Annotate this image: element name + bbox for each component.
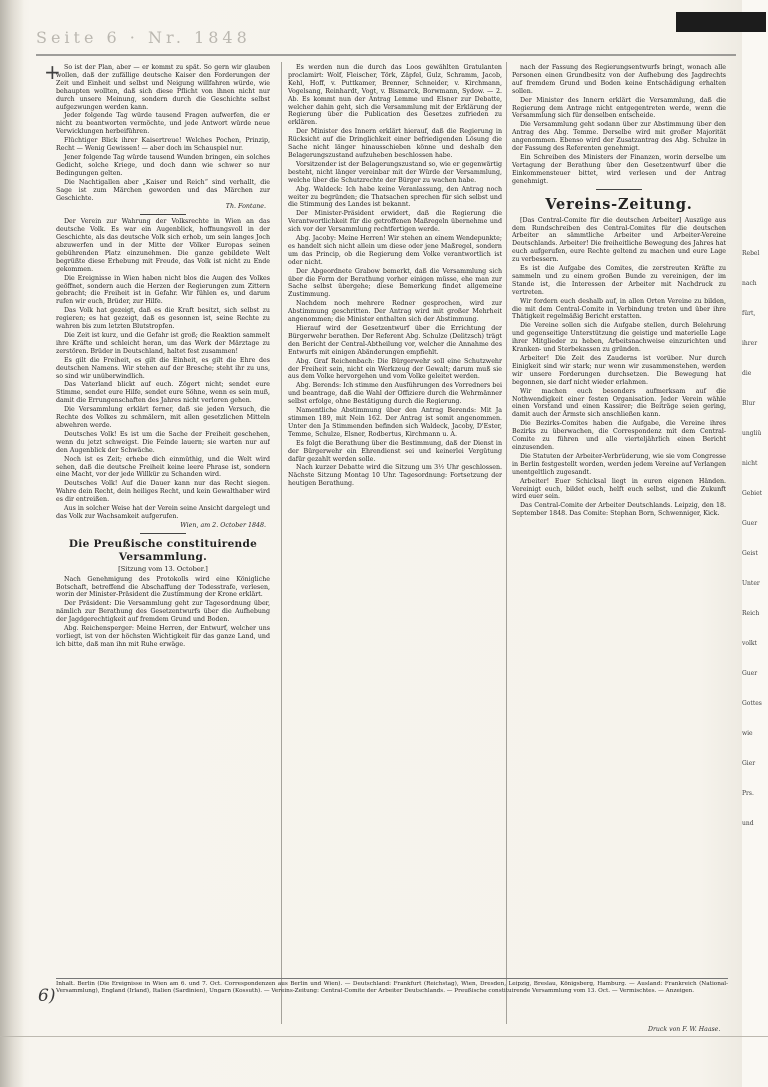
prussian-assembly-headline: Die Preußische constituirende Versammlung. [68,537,258,563]
article-paragraph: Das Central-Comite der Arbeiter Deutschlands. Leipzig, den 18. September 1848. Das Comite: Stephan Born, Schwenniger, Kick. [512,502,726,518]
article-paragraph: Der Präsident: Die Versammlung geht zur Tagesordnung über, nämlich zur Berathung des Gesetzentwurfs über die Aufhebung der Jagdgerechtigkeit auf fremdem Grund und Boden. [56,600,270,624]
poem-stanza: Flüchtiger Blick ihrer Kaisertreue! Welches Pochen, Prinzip, Recht — Wenig Gewissen! — aber doch im Schauspiel nur. [56,137,270,153]
article-paragraph: Die Versammlung geht sodann über zur Abstimmung über den Antrag des Abg. Temme. Derselbe wird mit großer Majorität angenommen. Ebenso wird der Zusatzantrag des Abg. Schulze in der Fassung des Referenten genehmigt. [512,121,726,153]
article-paragraph: Wir machen euch besonders aufmerksam auf die Nothwendigkeit einer festen Organisation. Jeder Verein wähle einen Vorstand und einen Kassirer; die Beiträge seien gering, damit auch der Ärmste sich anschließen kann. [512,387,726,419]
article-paragraph: Arbeiter! Die Zeit des Zauderns ist vorüber. Nur durch Einigkeit sind wir stark; nur wenn wir zusammenstehen, werden wir unsere Forderungen durchsetzen. Die Bewegung hat begonnen, sie darf nicht wieder erlahmen. [512,355,726,386]
adjacent-page-word: und [742,820,754,827]
article-paragraph: Die Vereine sollen sich die Aufgabe stellen, durch Belehrung und gegenseitige Unterstützung die geistige und materielle Lage ihrer Mitglieder zu heben, Arbeitsnachweise einzurichten und Kranken- und Sterbekassen zu gründen. [512,322,726,354]
adjacent-page-word: fürt, [742,310,756,317]
adjacent-page-word: nach [742,280,757,287]
article-paragraph: Abg. Berends: Ich stimme den Ausführungen des Vorredners bei und beantrage, daß die Wahl der Offiziere durch die Wehrmänner selbst erfolge, ohne Bestätigung durch die Regierung. [288,382,502,406]
article-paragraph: Ein Schreiben des Ministers der Finanzen, worin derselbe um Vertagung der Berathung über den Gesetzentwurf über die Einkommensteuer bittet, wird verlesen und der Antrag genehmigt. [512,153,726,185]
poem-stanza: Die Nachtigallen aber „Kaiser und Reich“ sind verhallt, die Sage ist zum Märchen geworden und das Märchen zur Geschichte. [56,178,270,202]
article-paragraph: Der Minister des Innern erklärt hierauf, daß die Regierung in Rücksicht auf die Dringlichkeit einer befriedigenden Lösung die Sache nicht länger hinausschieben könne und deshalb den Belagerungszustand aufzuheben beschlossen habe. [288,128,502,159]
article-paragraph: Die Zeit ist kurz, und die Gefahr ist groß; die Reaktion sammelt ihre Kräfte und schleicht heran, um das Werk der Märztage zu zerstören. Brüder in Deutschland, haltet fest zusammen! [56,332,270,355]
adjacent-page-word: Gottes [742,700,762,707]
table-of-contents-footer: Inhalt. Berlin (Die Ereignisse in Wien am 6. und 7. Oct. Correspondenzen aus Berlin und Wien). — Deutschland: Frankfurt (Reichstag), Wien, Dresden, Leipzig, Breslau, Königsberg, Hamburg. — Ausland: Frankreich (National-Versammlung), England (Irland), Italien (Sardinien), Ungarn (Kossuth). — Vereins-Zeitung: Central-Comite der Arbeiter Deutschlands. — Preußische constituirende Versammlung vom 13. Oct. — Vermischtes. — Anzeigen. [56,978,728,995]
article-paragraph: Wir fordern euch deshalb auf, in allen Orten Vereine zu bilden, die mit dem Central-Comite in Verbindung treten und über ihre Thätigkeit regelmäßig Bericht erstatten. [512,297,726,321]
article-paragraph: Das Volk hat gezeigt, daß es die Kraft besitzt, sich selbst zu regieren; es hat gezeigt, daß es gesonnen ist, seine Rechte zu wahren bis zum letzten Blutstropfen. [56,307,270,331]
article-paragraph: Die Ereignisse in Wien haben nicht blos die Augen des Volkes geöffnet, sondern auch die Herzen der Regierungen zum Zittern gebracht; die Freiheit ist in Gefahr. Wir fühlen es, und darum rufen wir euch, Brüder, zur Hilfe. [56,274,270,306]
adjacent-page-word: ungliü [742,430,762,437]
printer-imprint: Druck von F. W. Haase. [648,1026,721,1033]
adjacent-page-word: Blur [742,400,756,407]
column-left [56,64,270,1024]
article-paragraph: Nach Genehmigung des Protokolls wird eine Königliche Botschaft, betreffend die Abschaffung der Todesstrafe, verlesen, worin der Minister-Präsident die Zustimmung der Krone erklärt. [56,575,270,599]
column-middle [288,64,502,1024]
adjacent-page-word: ihrer [742,340,758,347]
article-paragraph: Deutsches Volk! Es ist um die Sache der Freiheit geschehen, wenn du jetzt schweigst. Die Feinde lauern; sie warten nur auf den Augenblick der Schwäche. [56,430,270,454]
column-rule-left [281,62,282,1024]
poem-block [56,64,270,211]
adjacent-page-word: Gebiet [742,490,763,497]
article-paragraph: Der Verein zur Wahrung der Volksrechte in Wien an das deutsche Volk. Es war ein Augenblick, hoffnungsvoll in der Geschichte, als das deutsche Volk sich erhob, um sein langes Joch abzuwerfen und in der Mitte der Völker Europas seinen gebührenden Platz einzunehmen. Die ganze gebildete Welt begrüßte diese Erhebung mit Freude, das Volk ist nicht zu Ende gekommen. [56,218,270,273]
section-divider [140,533,186,534]
adjacent-page-word: Geist [742,550,758,557]
section-divider [140,214,186,215]
article-paragraph: Abg. Jacoby: Meine Herren! Wir stehen an einem Wendepunkte; es handelt sich nicht allein um diese oder jene Maßregel, sondern um das Princip, ob die Regierung dem Volke verantwortlich ist oder nicht. [288,235,502,266]
scan-bottom-edge [0,1036,768,1037]
article-paragraph: Es werden nun die durch das Loos gewählten Gratulanten proclamirt: Wolf, Fleischer, Törk, Zäpfel, Gulz, Schramm, Jacob, Kehl, Hoff, v. Puttkamer, Brenner, Schneider, v. Kirchmann, Vogelsang, Reinhardt, Vogt, v. Bismarck, Borwmann, Sydow. — 2. Ab. Es kommt nun der Antrag Lemme und Elsner zur Debatte, welcher dahin geht, sich die Versammlung mit der Erklärung der Regierung über die Publication des Gesetzes zufrieden zu erklären. [288,64,502,127]
article-place-date: Wien, am 2. October 1848. [180,521,266,529]
adjacent-page-word: Gier [742,760,756,767]
article-paragraph: Es ist die Aufgabe des Comites, die zerstreuten Kräfte zu sammeln und zu einem großen Bunde zu vereinigen, der im Stande ist, die Interessen der Arbeiter mit Nachdruck zu vertreten. [512,265,726,296]
adjacent-page-word: nicht [742,460,758,467]
poem-stanza: So ist der Plan, aber — er kommt zu spät. So gern wir glauben wollen, daß der zufällige deutsche Kaiser den Forderungen der Zeit und Einheit und selbst und Neigung willfahren würde, wie behaupten wollten, daß sich diese Pflicht von ihnen nicht nur durch unsere Meinung, sondern durch die Geschichte selbst aufgezwungen werden kann. [56,64,270,111]
vienna-appeal-article [56,218,270,529]
article-paragraph: Abg. Waldeck: Ich habe keine Veranlassung, den Antrag noch weiter zu begründen; die Thatsachen sprechen für sich selbst und die Stimmung des Landes ist bekannt. [288,185,502,209]
adjacent-page-word: die [742,370,752,377]
margin-handwritten-number: 6) [38,986,56,1006]
adjacent-page-word: Reich [742,610,760,617]
masthead-rule [36,54,736,56]
session-date: [Sitzung vom 13. October.] [118,564,208,573]
left-binding-shadow [0,0,24,1087]
article-paragraph: Hierauf wird der Gesetzentwurf über die Errichtung der Bürgerwehr berathen. Der Referent Abg. Schulze (Delitzsch) trägt den Bericht der Central-Abtheilung vor, welcher die Annahme des Entwurfs mit einigen Abänderungen empfiehlt. [288,325,502,356]
adjacent-page-word: wie [742,730,753,737]
article-paragraph: Nachdem noch mehrere Redner gesprochen, wird zur Abstimmung geschritten. Der Antrag wird mit großer Mehrheit angenommen; die Minister enthalten sich der Abstimmung. [288,300,502,324]
article-paragraph: Noch ist es Zeit; erhebe dich einmüthig, und die Welt wird sehen, daß die deutsche Freiheit keine leere Phrase ist, sondern eine Macht, vor der jede Willkür zu Schanden wird. [56,455,270,479]
article-paragraph: Es folgt die Berathung über die Bestimmung, daß der Dienst in der Bürgerwehr ein Ehrendienst sei und keinerlei Vergütung dafür gezahlt werden solle. [288,439,502,463]
vereins-zeitung-headline: Vereins-Zeitung. [545,195,693,213]
article-paragraph: Arbeiter! Euer Schicksal liegt in euren eigenen Händen. Vereinigt euch, bildet euch, helft euch selbst, und die Zukunft wird euer sein. [512,477,726,501]
article-paragraph: Abg. Graf Reichenbach: Die Bürgerwehr soll eine Schutzwehr der Freiheit sein, nicht ein Werkzeug der Gewalt; darum muß sie aus dem Volke hervorgehen und vom Volke geleitet werden. [288,357,502,381]
article-paragraph: Es gilt die Freiheit, es gilt die Einheit, es gilt die Ehre des deutschen Namens. Wir stehen auf der Bresche; steht ihr zu uns, so sind wir unüberwindlich. [56,356,270,380]
adjacent-page-word: Prs. [742,790,754,797]
article-paragraph: Deutsches Volk! Auf die Dauer kann nur das Recht siegen. Wahre dein Recht, dein heiliges Recht, und kein Gewalthaber wird es dir entreißen. [56,480,270,504]
article-paragraph: Aus in solcher Weise hat der Verein seine Ansicht dargelegt und das Volk zur Wachsamkeit aufgerufen. [56,505,270,520]
section-divider [596,189,642,190]
article-paragraph: Abg. Reichensperger: Meine Herren, der Entwurf, welcher uns vorliegt, ist von der höchsten Wichtigkeit für das ganze Land, und ich bitte, daß man ihn mit Ruhe erwäge. [56,625,270,648]
article-paragraph: Die Statuten der Arbeiter-Verbrüderung, wie sie vom Congresse in Berlin festgestellt worden, werden jedem Vereine auf Verlangen unentgeltlich zugesandt. [512,452,726,476]
article-paragraph: nach der Fassung des Regierungsentwurfs bringt, wonach alle Personen einen Grundbesitz von der Aufhebung des Jagdrechts auf fremdem Grund und Boden keine Entschädigung erhalten sollen. [512,64,726,95]
column-right [512,64,726,1024]
poem-signature: Th. Fontane. [225,203,266,211]
poem-stanza: Jeder folgende Tag würde tausend Fragen aufwerfen, die er nicht zu beantworten vermöchte, und jede Antwort würde neue Verwicklungen herbeiführen. [56,112,270,136]
poem-stanza: Jener folgende Tag würde tausend Wunden bringen, ein solches Gedicht, solche Kriege, und doch dann wie schwer so nur Bedingungen gelten. [56,153,270,177]
article-paragraph: Namentliche Abstimmung über den Antrag Berends: Mit Ja stimmen 189, mit Nein 162. Der Antrag ist somit angenommen. Unter den Ja Stimmenden befinden sich Waldeck, Jacoby, D'Ester, Temme, Schulze, Elsner, Rodbertus, Kirchmann u. A. [288,407,502,438]
article-paragraph: Der Abgeordnete Grabow bemerkt, daß die Versammlung sich über die Form der Berathung vorher einigen müsse, ehe man zur Sache selbst übergehe; diese Bemerkung findet allgemeine Zustimmung. [288,267,502,299]
article-paragraph: [Das Central-Comite für die deutschen Arbeiter] Auszüge aus dem Rundschreiben des Central-Comites für die deutschen Arbeiter an sämmtliche Arbeiter und Arbeiter-Vereine Deutschlands. Arbeiter! Die freiheitliche Bewegung des Jahres hat euch aufgerufen, eure Rechte geltend zu machen und eure Lage zu verbessern. [512,216,726,264]
margin-plus-mark: + [44,60,61,84]
article-paragraph: Die Bezirks-Comites haben die Aufgabe, die Vereine ihres Bezirks zu überwachen, die Correspondenz mit dem Central-Comite zu führen und alle vierteljährlich einen Bericht einzusenden. [512,420,726,451]
article-paragraph: Das Vaterland blickt auf euch. Zögert nicht; sendet eure Stimme, sendet eure Hilfe, sendet eure Söhne, wenn es sein muß, damit die Errungenschaften des Jahres nicht verloren gehen. [56,381,270,405]
adjacent-page-word: Guer [742,520,758,527]
adjacent-page-word: volkt [742,640,757,647]
article-paragraph: Der Minister des Innern erklärt die Versammlung, daß die Regierung dem Antrage nicht entgegentreten werde, wenn die Versammlung sich für denselben entscheide. [512,96,726,120]
article-paragraph: Die Versammlung erklärt ferner, daß sie jeden Versuch, die Rechte des Volkes zu schmälern, mit allen gesetzlichen Mitteln abwehren werde. [56,406,270,429]
faded-masthead: Seite 6 · Nr. 1848 [36,28,251,47]
right-page-strip [742,0,768,1087]
adjacent-page-word: Guer [742,670,758,677]
adjacent-page-word: Rebel [742,250,760,257]
article-paragraph: Vorsitzender ist der Belagerungszustand so, wie er gegenwärtig besteht, nicht länger vereinbar mit der Würde der Versammlung, welche über die Schutzrechte der Bürger zu wachen habe. [288,160,502,184]
article-paragraph: Der Minister-Präsident erwidert, daß die Regierung die Verantwortlichkeit für die getroffenen Maßregeln übernehme und sich vor der Versammlung rechtfertigen werde. [288,210,502,234]
adjacent-page-word: Unter [742,580,760,587]
column-rule-right [506,62,507,1024]
article-paragraph: Nach kurzer Debatte wird die Sitzung um 3½ Uhr geschlossen. Nächste Sitzung Montag 10 Uhr. Tagesordnung: Fortsetzung der heutigen Berathung. [288,464,502,488]
